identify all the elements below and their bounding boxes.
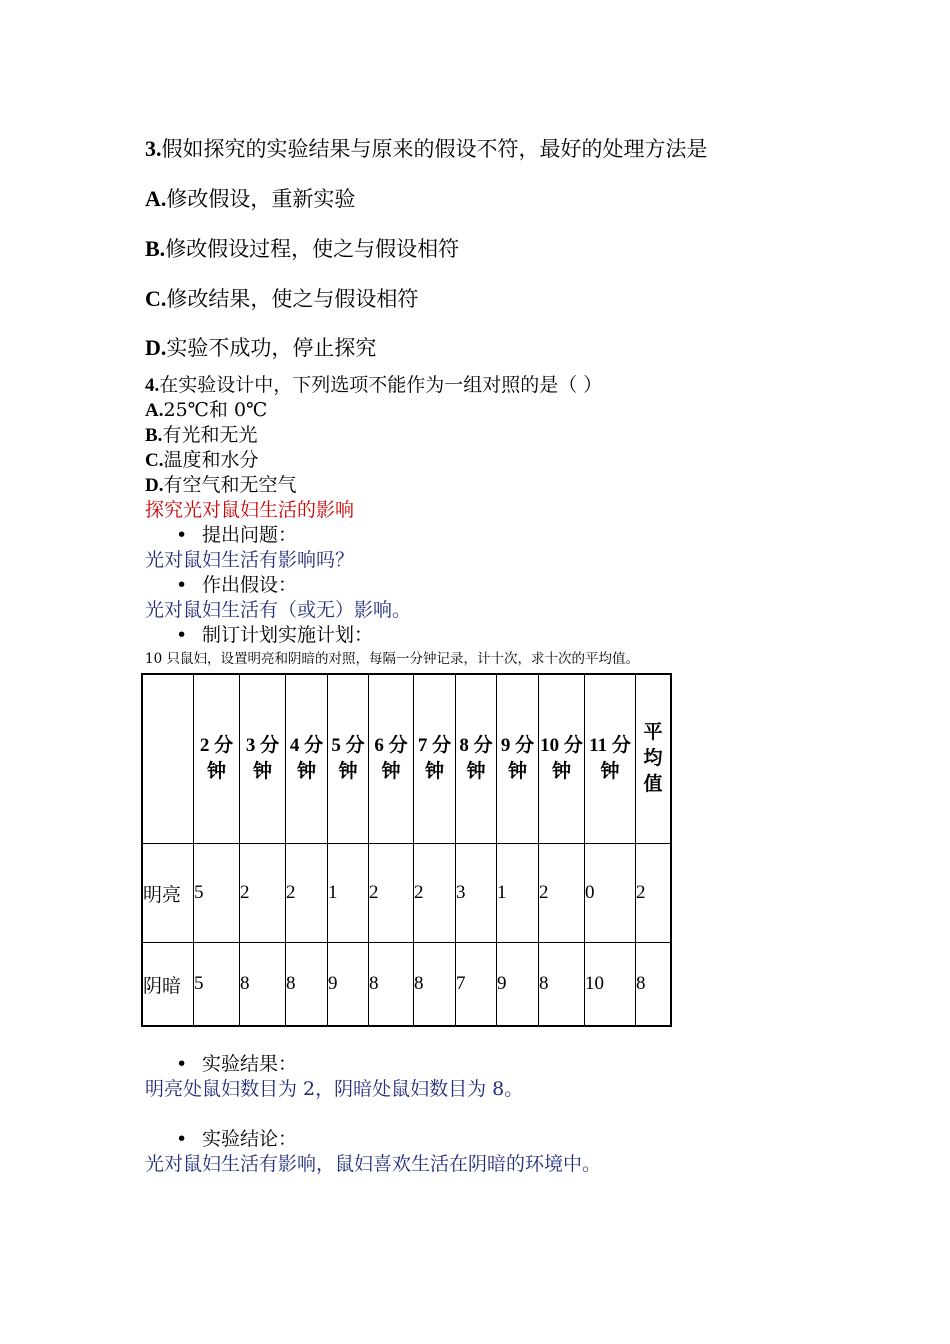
table-cell: 9 bbox=[497, 943, 539, 1027]
q3-option-b-label: B. bbox=[145, 236, 166, 261]
q3-option-d-label: D. bbox=[145, 335, 167, 360]
q3-option-b bbox=[145, 236, 459, 262]
table-row-dark bbox=[142, 943, 671, 1027]
table-header-cell: 6 分钟 bbox=[369, 674, 414, 844]
plan-description: 10 只鼠妇，设置明亮和阴暗的对照，每隔一分钟记录，计十次，求十次的平均值。 bbox=[145, 651, 639, 667]
table-header-cell: 8 分钟 bbox=[456, 674, 497, 844]
results-table bbox=[141, 673, 672, 1027]
step-plan bbox=[176, 623, 373, 647]
bullet-icon: • bbox=[176, 1053, 188, 1075]
table-header-row bbox=[142, 674, 671, 844]
table-header-cell: 5 分钟 bbox=[328, 674, 369, 844]
q4-option-c bbox=[145, 448, 259, 473]
q3-option-a bbox=[145, 186, 355, 212]
q4-option-a-text: 25℃和 0℃ bbox=[163, 399, 268, 421]
table-cell: 9 bbox=[328, 943, 369, 1027]
table-corner-cell bbox=[142, 674, 194, 844]
bullet-icon: • bbox=[176, 524, 188, 546]
table-row-label: 明亮 bbox=[142, 844, 194, 943]
table-header-cell: 11 分钟 bbox=[585, 674, 636, 844]
q3-question bbox=[145, 136, 708, 162]
table-cell: 8 bbox=[414, 943, 456, 1027]
q4-question bbox=[145, 373, 602, 398]
table-cell: 2 bbox=[539, 844, 585, 943]
bullet-icon: • bbox=[176, 1128, 188, 1150]
step-hypothesis-label: 作出假设： bbox=[202, 574, 298, 596]
step-ask-question-answer: 光对鼠妇生活有影响吗？ bbox=[145, 549, 355, 571]
bullet-icon: • bbox=[176, 624, 188, 646]
step-conclusion-label: 实验结论： bbox=[202, 1128, 298, 1150]
table-cell: 5 bbox=[194, 844, 240, 943]
q3-option-d-text: 实验不成功，停止探究 bbox=[166, 336, 377, 360]
table-cell: 2 bbox=[636, 844, 672, 943]
q3-option-c bbox=[145, 286, 418, 312]
table-cell: 2 bbox=[240, 844, 286, 943]
q4-option-a bbox=[145, 398, 267, 423]
table-header-cell: 平均值 bbox=[636, 674, 672, 844]
table-cell: 7 bbox=[456, 943, 497, 1027]
q3-option-a-text: 修改假设，重新实验 bbox=[166, 187, 356, 211]
step-hypothesis-answer: 光对鼠妇生活有（或无）影响。 bbox=[145, 599, 412, 621]
table-cell: 3 bbox=[456, 844, 497, 943]
table-header-cell: 7 分钟 bbox=[414, 674, 456, 844]
q4-option-b bbox=[145, 423, 257, 448]
q4-option-b-text: 有光和无光 bbox=[162, 424, 258, 446]
q4-option-a-label: A. bbox=[145, 400, 164, 421]
step-ask-question-label: 提出问题： bbox=[202, 524, 298, 546]
table-cell: 2 bbox=[286, 844, 328, 943]
q3-option-b-text: 修改假设过程，使之与假设相符 bbox=[165, 237, 460, 261]
table-cell: 8 bbox=[240, 943, 286, 1027]
q4-text: 在实验设计中，下列选项不能作为一组对照的是（ ） bbox=[159, 374, 603, 396]
q4-option-d bbox=[145, 473, 297, 498]
q4-number: 4. bbox=[145, 375, 160, 396]
step-result bbox=[176, 1052, 297, 1076]
table-cell: 1 bbox=[328, 844, 369, 943]
q3-option-c-text: 修改结果，使之与假设相符 bbox=[166, 287, 419, 311]
q4-option-d-label: D. bbox=[145, 475, 164, 496]
q4-option-c-text: 温度和水分 bbox=[163, 449, 259, 471]
q3-option-a-label: A. bbox=[145, 186, 167, 211]
table-cell: 10 bbox=[585, 943, 636, 1027]
step-conclusion bbox=[176, 1127, 297, 1151]
step-conclusion-answer: 光对鼠妇生活有影响，鼠妇喜欢生活在阴暗的环境中。 bbox=[145, 1153, 602, 1175]
q3-option-d bbox=[145, 335, 376, 361]
table-header-cell: 2 分钟 bbox=[194, 674, 240, 844]
q4-option-d-text: 有空气和无空气 bbox=[163, 474, 297, 496]
table-header-cell: 10 分钟 bbox=[539, 674, 585, 844]
q3-number: 3. bbox=[145, 136, 162, 161]
table-cell: 8 bbox=[636, 943, 672, 1027]
table-cell: 1 bbox=[497, 844, 539, 943]
table-cell: 5 bbox=[194, 943, 240, 1027]
table-cell: 8 bbox=[539, 943, 585, 1027]
table-cell: 8 bbox=[286, 943, 328, 1027]
table-cell: 2 bbox=[414, 844, 456, 943]
table-header-cell: 3 分钟 bbox=[240, 674, 286, 844]
table-cell: 8 bbox=[369, 943, 414, 1027]
experiment-title: 探究光对鼠妇生活的影响 bbox=[145, 499, 355, 521]
table-row-bright bbox=[142, 844, 671, 943]
q3-option-c-label: C. bbox=[145, 286, 167, 311]
table-cell: 2 bbox=[369, 844, 414, 943]
table-cell: 0 bbox=[585, 844, 636, 943]
q4-option-c-label: C. bbox=[145, 450, 164, 471]
step-result-answer: 明亮处鼠妇数目为 2，阴暗处鼠妇数目为 8。 bbox=[145, 1078, 524, 1100]
table-row-label: 阴暗 bbox=[142, 943, 194, 1027]
bullet-icon: • bbox=[176, 574, 188, 596]
step-hypothesis bbox=[176, 573, 297, 597]
step-plan-label: 制订计划实施计划： bbox=[202, 624, 374, 646]
q4-option-b-label: B. bbox=[145, 425, 163, 446]
table-header-cell: 9 分钟 bbox=[497, 674, 539, 844]
step-result-label: 实验结果： bbox=[202, 1053, 298, 1075]
table-header-cell: 4 分钟 bbox=[286, 674, 328, 844]
step-ask-question bbox=[176, 523, 297, 547]
q3-text: 假如探究的实验结果与原来的假设不符，最好的处理方法是 bbox=[161, 137, 708, 161]
